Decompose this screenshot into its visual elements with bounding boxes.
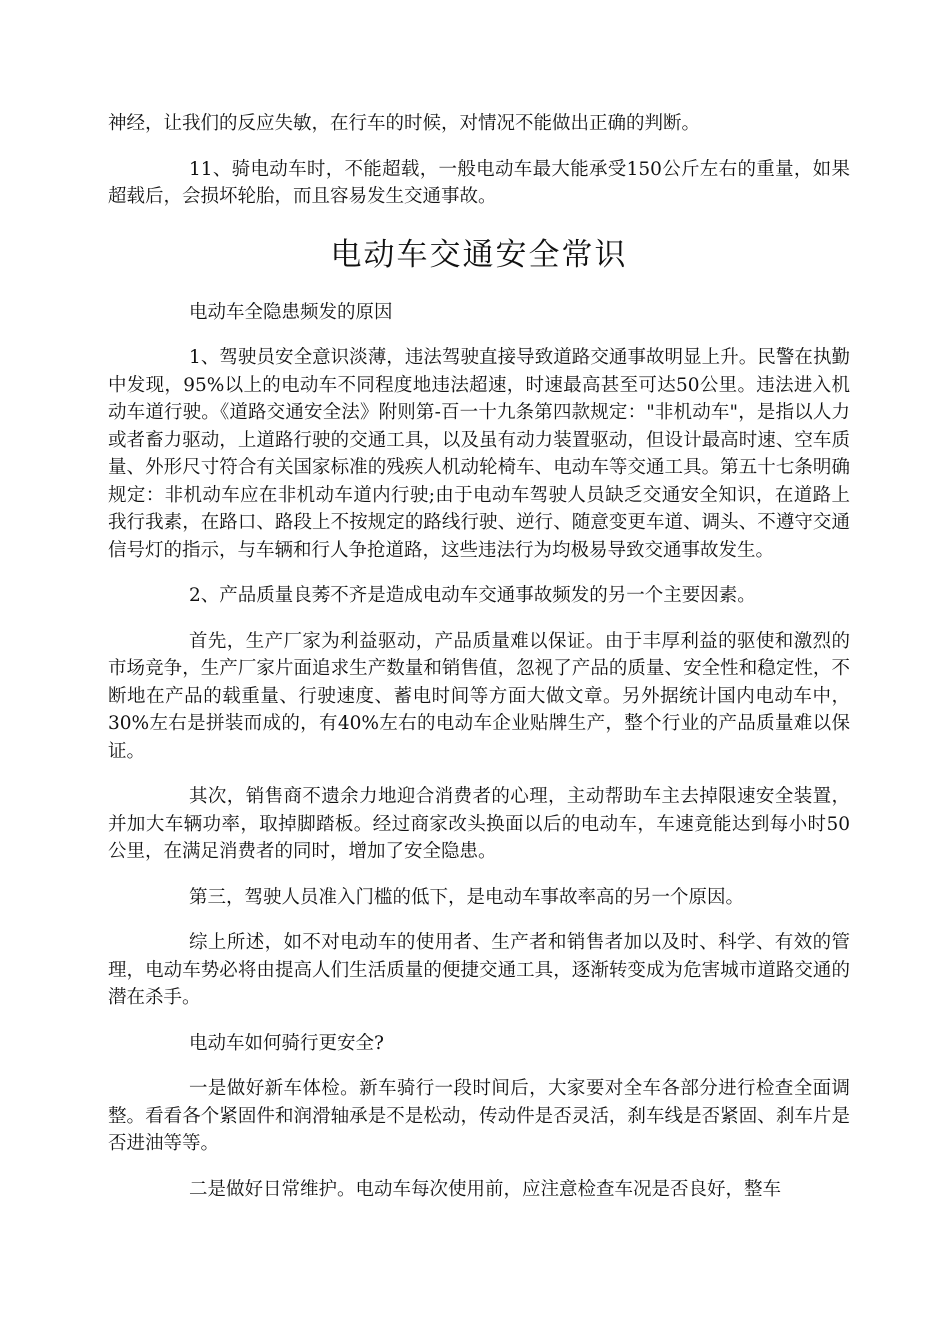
paragraph-daily-maintenance: 二是做好日常维护。电动车每次使用前，应注意检查车况是否良好，整车 — [189, 1178, 782, 1200]
section-heading-safe-riding: 电动车如何骑行更安全? — [189, 1032, 384, 1054]
paragraph-sellers: 其次，销售商不遗余力地迎合消费者的心理，主动帮助车主去掉限速安全装置，并加大车辆功率，取掉脚踏板。经过商家改头换面以后的电动车，车速竟能达到每小时50公里，在满足消费者的同时，增加了安全隐患。 — [108, 786, 850, 862]
document-title: 电动车交通安全常识 — [330, 236, 628, 273]
document-page — [108, 110, 850, 1203]
section-heading-causes: 电动车全隐患频发的原因 — [189, 301, 393, 323]
intro-paragraph-1: 神经，让我们的反应失敏，在行车的时候，对情况不能做出正确的判断。 — [108, 113, 701, 134]
intro-paragraph-2: 11、骑电动车时，不能超载，一般电动车最大能承受150公斤左右的重量，如果超载后，会损坏轮胎，而且容易发生交通事故。 — [108, 158, 850, 207]
paragraph-summary: 综上所述，如不对电动车的使用者、生产者和销售者加以及时、科学、有效的管理，电动车势必将由提高人们生活质量的便捷交通工具，逐渐转变成为危害城市道路交通的潜在杀手。 — [108, 932, 850, 1008]
paragraph-manufacturers: 首先，生产厂家为利益驱动，产品质量难以保证。由于丰厚利益的驱使和激烈的市场竞争，生产厂家片面追求生产数量和销售值，忽视了产品的质量、安全性和稳定性，不断地在产品的载重量、行驶速度、蓄电时间等方面大做文章。另外据统计国内电动车中，30%左右是拼装而成的，有40%左右的电动车企业贴牌生产，整个行业的产品质量难以保证。 — [108, 630, 850, 762]
paragraph-driver-threshold: 第三，驾驶人员准入门槛的低下，是电动车事故率高的另一个原因。 — [189, 886, 745, 908]
paragraph-product-quality: 2、产品质量良莠不齐是造成电动车交通事故频发的另一个主要因素。 — [189, 585, 756, 606]
paragraph-driver-awareness: 1、驾驶员安全意识淡薄，违法驾驶直接导致道路交通事故明显上升。民警在执勤中发现，95%以上的电动车不同程度地违法超速，时速最高甚至可达50公里。违法进入机动车道行驶。《道路交通安全法》附则第-百一十九条第四款规定："非机动车"，是指以人力或者畜力驱动，上道路行驶的交通工具，以及虽有动力装置驱动，但设计最高时速、空车质量、外形尺寸符合有关国家标准的残疾人机动轮椅车、电动车等交通工具。第五十七条明确规定：非机动车应在非机动车道内行驶;由于电动车驾驶人员缺乏交通安全知识，在道路上我行我素，在路口、路段上不按规定的路线行驶、逆行、随意变更车道、调头、不遵守交通信号灯的指示，与车辆和行人争抢道路，这些违法行为均极易导致交通事故发生。 — [108, 347, 850, 561]
paragraph-new-vehicle-check: 一是做好新车体检。新车骑行一段时间后，大家要对全车各部分进行检查全面调整。看看各个紧固件和润滑轴承是不是松动，传动件是否灵活，刹车线是否紧固、刹车片是否进油等等。 — [108, 1078, 850, 1154]
